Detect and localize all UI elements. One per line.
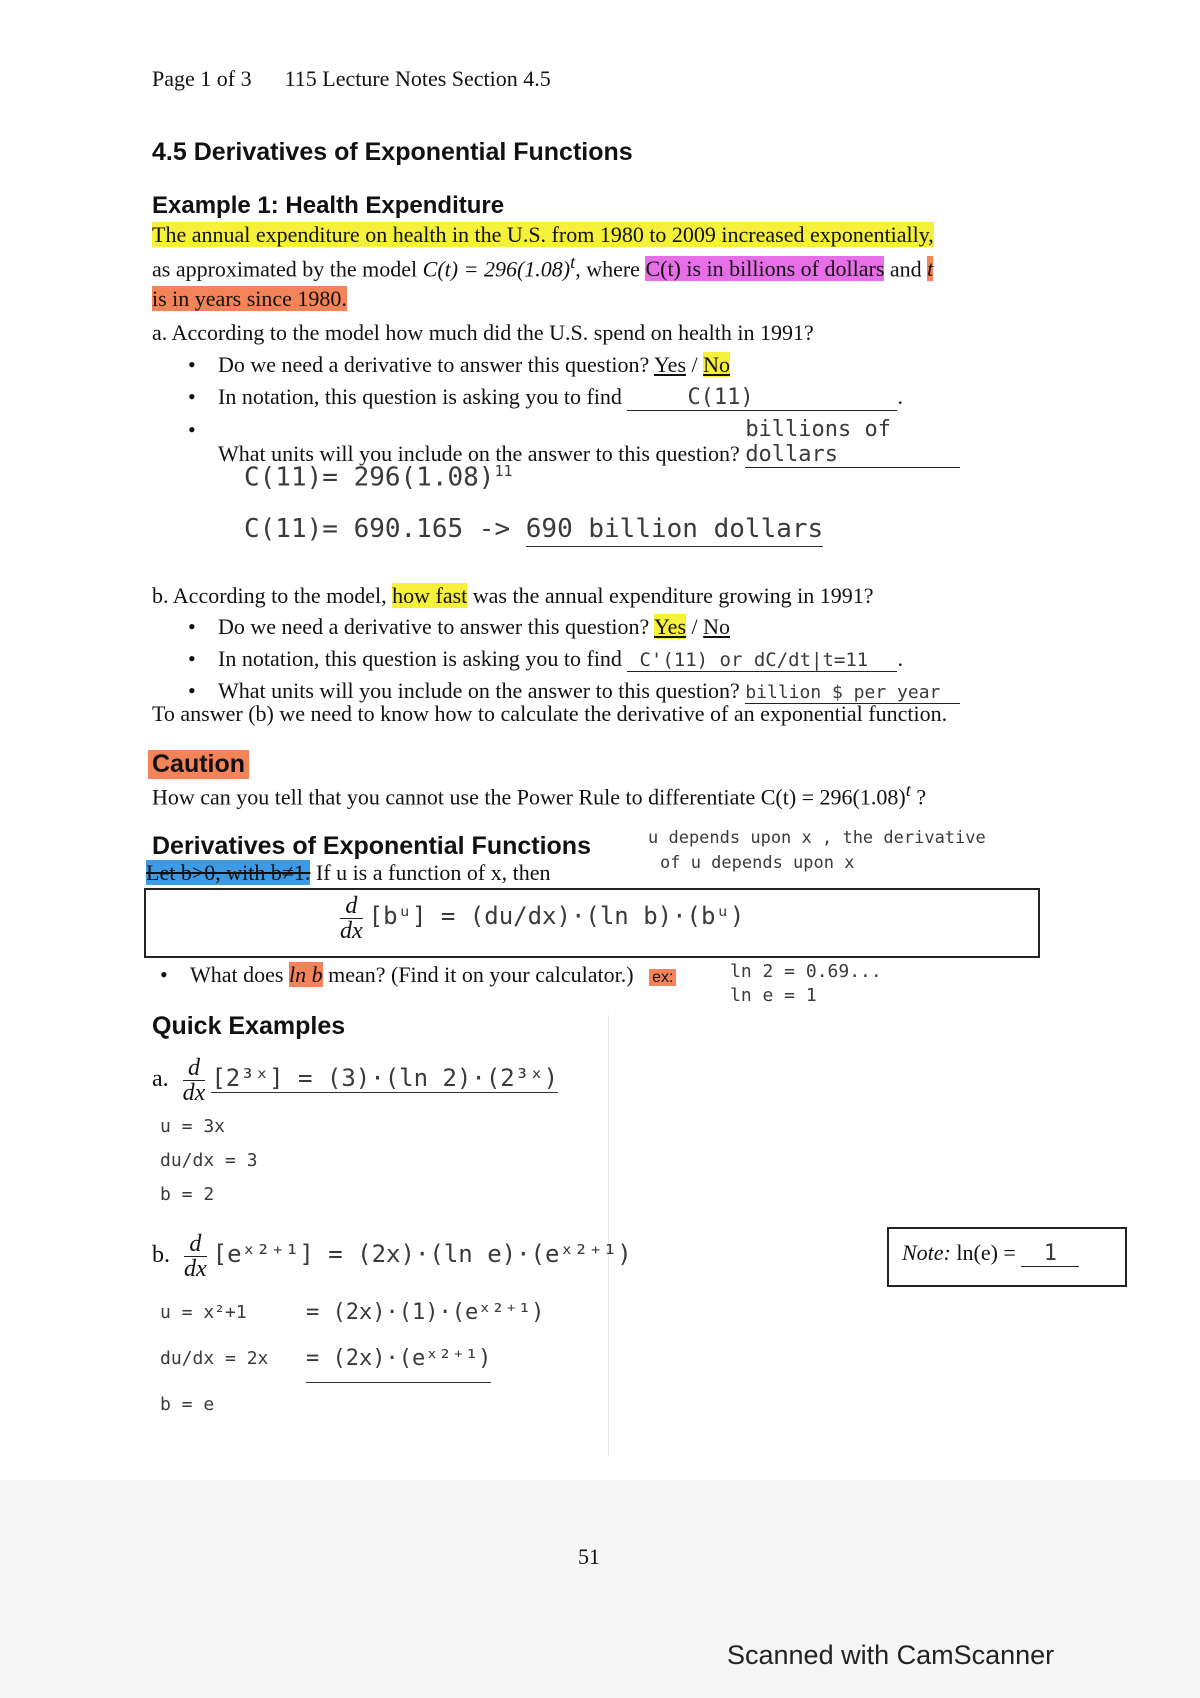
derivative-notation-answer: C'(11) or dC/dt|t=11 xyxy=(627,649,897,672)
d-dx-operator: $\frac{d}{dx}$ xyxy=(184,1231,207,1282)
label-a: a. xyxy=(152,1066,169,1093)
example-b-steps xyxy=(306,1290,544,1383)
notation-answer: C(11) xyxy=(627,385,897,411)
margin-note xyxy=(648,826,986,876)
example-a-expression xyxy=(152,1056,558,1105)
course-label: 115 Lecture Notes Section 4.5 xyxy=(284,66,551,91)
text-span: was the annual expenditure growing in 1991? xyxy=(467,583,874,608)
text-span: How can you tell that you cannot use the Power Rule to differentiate C(t) = 296(1.08) xyxy=(152,784,906,810)
ln-b-question xyxy=(190,962,676,988)
text-span: What units will you include on the answer to this question? xyxy=(218,441,740,466)
text-span: What units will you include on the answer to this question? xyxy=(218,678,740,703)
let-condition: Let b>0, with b≠1. xyxy=(146,860,311,885)
b-definition: b = 2 xyxy=(160,1184,215,1205)
part-b-bullet-1 xyxy=(218,614,960,640)
text-span: If u is a function of x, then xyxy=(310,860,551,885)
margin-note-line-2: of u depends upon x xyxy=(660,853,855,873)
page-number: 51 xyxy=(578,1544,600,1569)
yes-option: Yes xyxy=(654,352,687,377)
text-span: , where xyxy=(575,256,646,282)
camscanner-watermark: Scanned with CamScanner xyxy=(727,1640,1055,1670)
note-label: Note: xyxy=(902,1240,951,1265)
note-answer: 1 xyxy=(1021,1241,1079,1267)
text-span: Do we need a derivative to answer this question? xyxy=(218,352,650,377)
example-a-result: [2³ˣ] = (3)·(ln 2)·(2³ˣ) xyxy=(211,1064,559,1093)
example-a-work xyxy=(160,1110,258,1212)
text-span: Do we need a derivative to answer this question? xyxy=(218,614,650,639)
du-definition: du/dx = 2x xyxy=(160,1348,269,1369)
units-answer: billions of dollars xyxy=(745,417,960,468)
exponent: t xyxy=(905,780,911,800)
u-definition: u = 3x xyxy=(160,1116,226,1137)
no-option-selected: No xyxy=(703,352,731,377)
margin-note-line-1: u depends upon x , the derivative xyxy=(648,828,986,848)
exponent: 11 xyxy=(494,462,513,480)
example1-line1 xyxy=(152,222,1052,248)
d-dx-operator: $\frac{d}{dx}$ xyxy=(182,1055,206,1106)
example1-line3 xyxy=(152,286,1052,312)
time-highlight: is in years since 1980. xyxy=(152,286,347,312)
text-span: and xyxy=(884,256,928,282)
part-a-bullet-3 xyxy=(218,417,960,468)
page-header xyxy=(152,66,551,92)
part-a-bullet-2: • In notation, this question is asking you to find C(11) . xyxy=(218,384,960,411)
text-span: In notation, this question is asking you to find xyxy=(218,384,622,409)
example1-line2 xyxy=(152,252,1052,282)
part-a-bullet-1 xyxy=(218,352,960,378)
text-span: In notation, this question is asking you to find xyxy=(218,646,622,671)
part-a-question: a. According to the model how much did the U.S. spend on health in 1991? xyxy=(152,320,814,345)
part-b-bullets xyxy=(218,614,960,704)
text-span: C(11)= 690.165 -> xyxy=(244,514,511,544)
example1-heading: Example 1: Health Expenditure xyxy=(152,192,505,219)
ln-b-highlight: ln b xyxy=(288,962,323,987)
text-span: b. According to the model, xyxy=(152,583,393,608)
text-span: C(11)= 296(1.08) xyxy=(244,462,495,493)
text-span: What does xyxy=(190,962,289,987)
work-line-2 xyxy=(244,514,823,544)
part-b-closing: To answer (b) we need to know how to calculate the derivative of an exponential function. xyxy=(152,701,948,726)
text-span: as approximated by the model xyxy=(152,256,423,282)
no-option: No xyxy=(703,614,731,639)
caution-label: Caution xyxy=(148,750,249,779)
text-span: / xyxy=(686,352,704,377)
model-exponent: t xyxy=(570,252,576,272)
caution-text xyxy=(152,780,926,810)
quick-examples-heading: Quick Examples xyxy=(152,1012,346,1040)
label-b: b. xyxy=(152,1242,170,1269)
step-3: = (2x)·(eˣ²⁺¹) xyxy=(306,1336,491,1383)
ex-label: ex: xyxy=(649,969,676,986)
rate-units-answer: billion $ per year xyxy=(745,682,960,704)
derivative-rule xyxy=(340,894,744,943)
section-title: 4.5 Derivatives of Exponential Functions xyxy=(152,138,633,166)
d-dx-operator: $\frac{d}{dx}$ xyxy=(340,893,363,944)
page-label: Page 1 of 3 xyxy=(152,66,252,91)
example-b-expression xyxy=(152,1232,632,1281)
derivatives-heading: Derivatives of Exponential Functions xyxy=(152,832,591,860)
work-line-1 xyxy=(244,462,513,493)
example1-paragraph xyxy=(152,222,1052,312)
yes-option-selected: Yes xyxy=(654,614,687,639)
text-span: / xyxy=(686,614,704,639)
part-b-bullet-2: • In notation, this question is asking you to find C'(11) or dC/dt|t=11 . xyxy=(218,646,960,672)
step-2: = (2x)·(1)·(eˣ²⁺¹) xyxy=(306,1300,545,1325)
exponential-highlight: The annual expenditure on health in the U.S. from 1980 to 2009 increased exponentially, xyxy=(152,222,934,247)
final-answer: 690 billion dollars xyxy=(526,514,823,547)
ln2-value: ln 2 = 0.69... xyxy=(730,961,882,982)
part-b-question xyxy=(152,583,874,609)
b-definition: b = e xyxy=(160,1394,215,1415)
how-fast-highlight: how fast xyxy=(392,583,468,608)
text-span: ln(e) = xyxy=(950,1240,1022,1265)
ln-examples xyxy=(730,960,882,1008)
model-formula: C(t) = 296(1.08) xyxy=(422,256,571,282)
part-a-bullets xyxy=(218,352,960,468)
u-definition: u = x²+1 xyxy=(160,1302,247,1323)
t-variable: t xyxy=(927,256,934,282)
example-b-result: [eˣ²⁺¹] = (2x)·(ln e)·(eˣ²⁺¹) xyxy=(212,1240,632,1269)
let-statement xyxy=(146,860,551,886)
units-highlight: C(t) is in billions of dollars xyxy=(645,256,885,282)
text-span: ? xyxy=(910,784,927,810)
du-definition: du/dx = 3 xyxy=(160,1150,258,1171)
ln-e-value: ln e = 1 xyxy=(730,985,817,1006)
text-span: mean? (Find it on your calculator.) xyxy=(322,962,634,987)
example-b-work xyxy=(160,1290,268,1428)
note-text xyxy=(902,1240,1079,1267)
rule-formula: [bᵘ] = (du/dx)·(ln b)·(bᵘ) xyxy=(368,902,745,931)
